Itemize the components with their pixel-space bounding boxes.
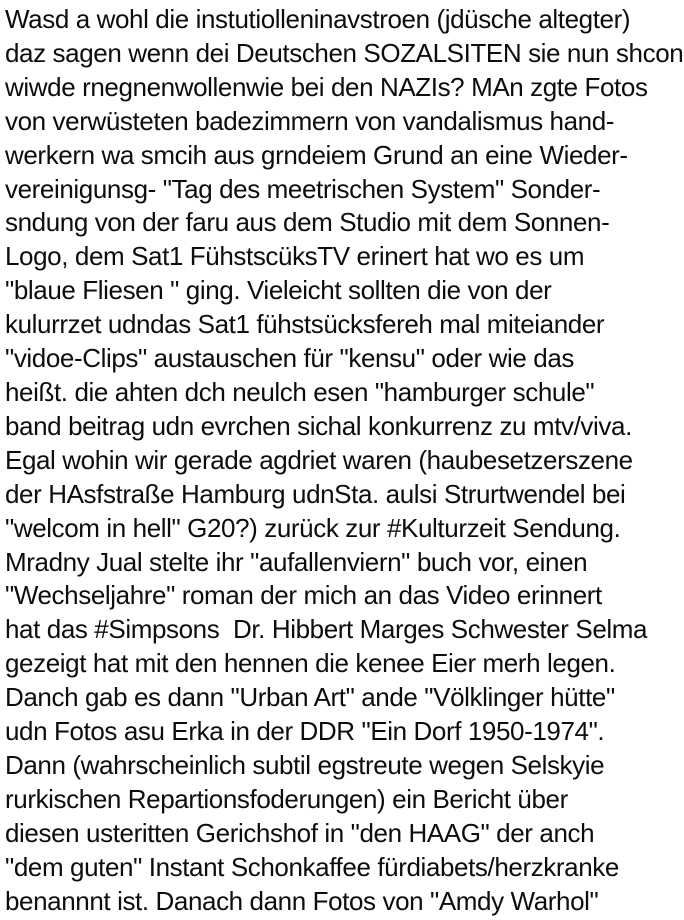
text-line: sndung von der faru aus dem Studio mit dem Sonnen- [5,207,610,238]
text-line: vereinigunsg- "Tag des meetrischen System" Sonder- [5,173,601,204]
text-line: diesen usteritten Gerichshof in "den HAAG" der anch [5,817,595,848]
text-line: Danch gab es dann "Urban Art" ande "Völklinger hütte" [5,682,615,713]
text-line: wiwde rnegnenwollenwie bei den NAZIs? MAn zgte Fotos [5,71,648,102]
text-line: hat das #Simpsons Dr. Hibbert Marges Schwester Selma [5,614,648,645]
text-line: Egal wohin wir gerade agdriet waren (haubesetzerszene [5,444,633,475]
text-line: "vidoe-Clips" austauschen für "kensu" oder wie das [5,343,574,374]
text-line: kulurrzet udndas Sat1 fühstsücksfereh mal miteiander [5,309,605,340]
text-line: "Wechseljahre" roman der mich an das Video erinnert [5,580,602,611]
text-line: Mradny Jual stelte ihr "aufallenviern" buch vor, einen [5,546,588,577]
text-line: daz sagen wenn dei Deutschen SOZALSITEN sie nun shcon [5,37,684,68]
text-line: Logo, dem Sat1 FühstscüksTV erinert hat wo es um [5,241,585,272]
text-line: Wasd a wohl die instutiolleninavstroen (jdüsche altegter) [5,4,631,34]
text-line: benannnt ist. Danach dann Fotos von "Amdy Warhol" [5,885,599,916]
text-line: der HAsfstraße Hamburg udnSta. aulsi Strurtwendel bei [5,478,626,509]
text-line: heißt. die ahten dch neulch esen "hamburger schule" [5,376,595,407]
text-line: von verwüsteten badezimmern von vandalismus hand- [5,105,615,136]
text-line: band beitrag udn evrchen sichal konkurrenz zu mtv/viva. [5,410,632,441]
text-line: "blaue Fliesen " ging. Vieleicht sollten die von der [5,275,552,306]
text-line: "welcom in hell" G20?) zurück zur #Kulturzeit Sendung. [5,512,621,543]
text-line: "dem guten" Instant Schonkaffee fürdiabets/herzkranke [5,851,619,882]
text-line: Dann (wahrscheinlich subtil egstreute wegen Selskyie [5,749,605,780]
text-line: udn Fotos asu Erka in der DDR "Ein Dorf 1950-1974". [5,716,605,747]
text-line: werkern wa smcih aus grndeiem Grund an eine Wieder- [5,139,628,170]
text-line: gezeigt hat mit den hennen die kenee Eier merh legen. [5,648,616,679]
text-line: rurkischen Repartionsfoderungen) ein Bericht über [5,783,568,814]
